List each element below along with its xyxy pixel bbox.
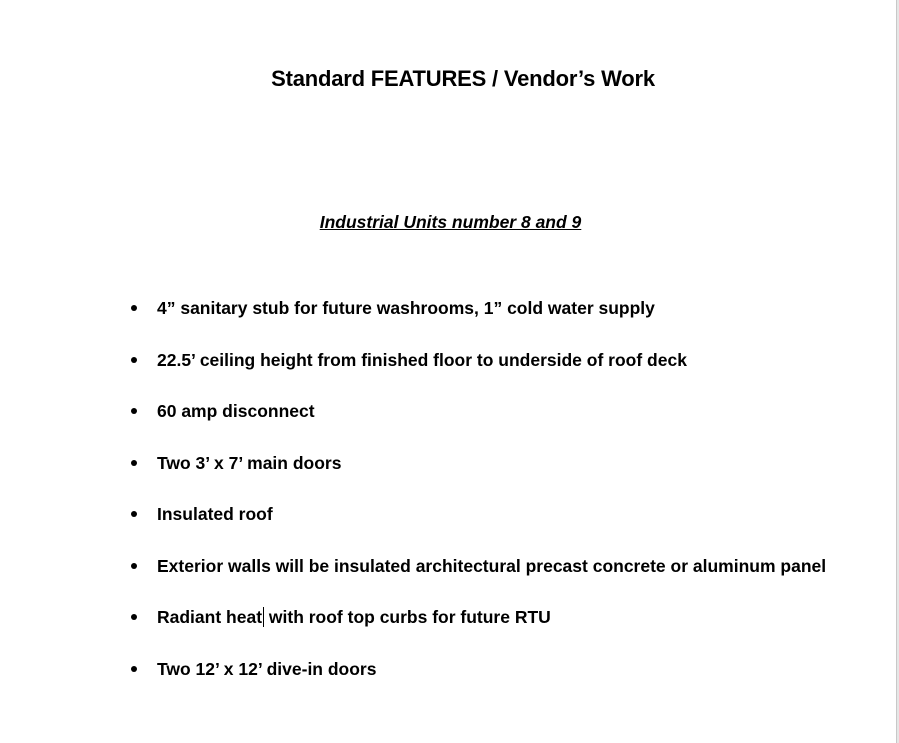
list-item: [129, 348, 826, 400]
list-item: [129, 554, 826, 606]
feature-list: [129, 296, 826, 708]
list-item: [129, 605, 826, 657]
list-item-text: 60 amp disconnect: [157, 401, 315, 421]
document-title: Standard FEATURES / Vendor’s Work: [271, 66, 655, 91]
bullet-icon: [131, 666, 137, 672]
list-item-text: Exterior walls will be insulated architectural precast concrete or aluminum panel: [157, 555, 827, 576]
list-item-text: Radiant heat: [157, 607, 263, 627]
bullet-icon: [131, 357, 137, 363]
list-item: [129, 451, 826, 503]
document-subtitle: Industrial Units number 8 and 9: [319, 212, 582, 232]
list-item: [129, 399, 826, 451]
list-item-text: Insulated roof: [157, 504, 273, 524]
list-item-text: Two 3’ x 7’ main doors: [157, 452, 342, 473]
bullet-icon: [131, 563, 137, 569]
list-item-text: Two 12’ x 12’ dive-in doors: [157, 658, 377, 679]
list-item: [129, 657, 826, 709]
list-item-text: 4” sanitary stub for future washrooms, 1” cold water supply: [157, 298, 655, 318]
list-item: [129, 502, 826, 554]
list-item-text: 22.5’ ceiling height from finished floor to underside of roof deck: [157, 349, 687, 370]
bullet-icon: [131, 511, 137, 517]
bullet-icon: [131, 460, 137, 466]
bullet-icon: [131, 305, 137, 311]
list-item: [129, 296, 826, 348]
bullet-icon: [131, 408, 137, 414]
list-item-text-after-cursor: with roof top curbs for future RTU: [264, 607, 551, 627]
bullet-icon: [131, 614, 137, 620]
